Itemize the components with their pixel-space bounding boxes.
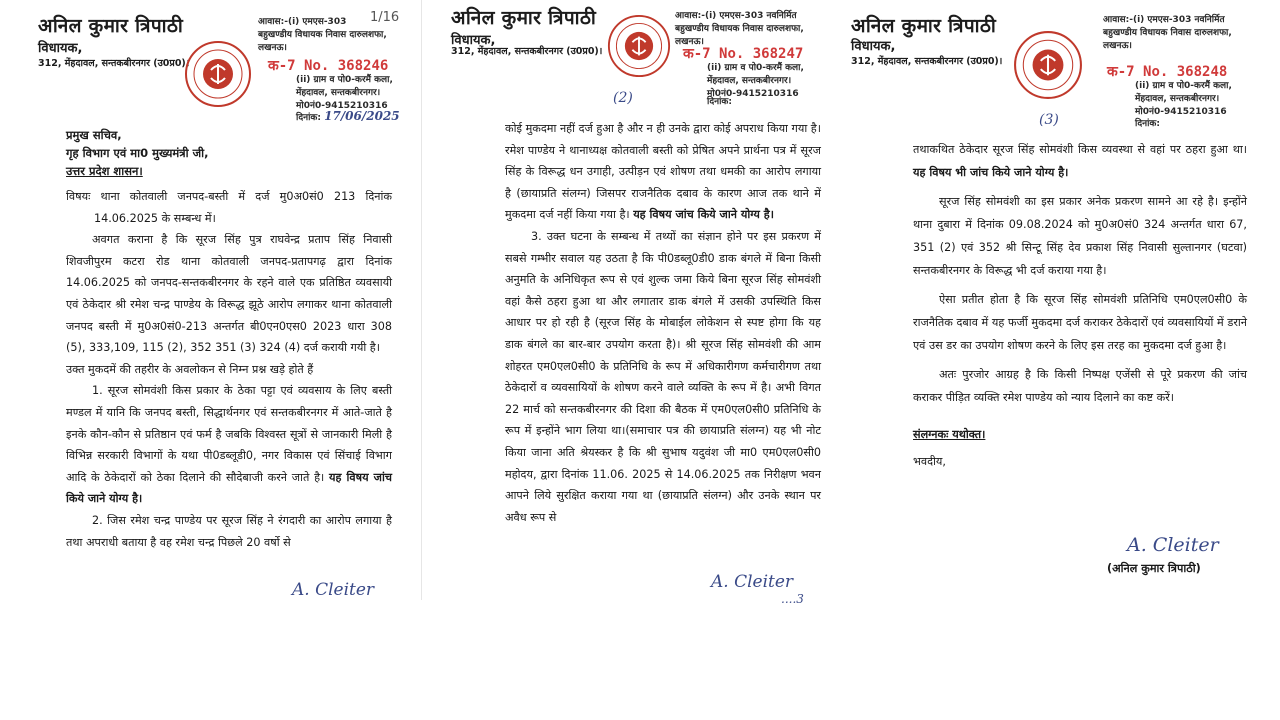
date-label: दिनांक: [707,97,732,107]
letterhead-name: अनिल कुमार त्रिपाठी [38,15,184,37]
signatory-name: (अनिल कुमार त्रिपाठी) [1107,562,1201,575]
serial-number: क-7 No. 368246 [268,58,389,74]
village-address: (ii) ग्राम व पो0-करमैं कला, मेंहदावल, सन्तकबीरनगर। मो0नं0-9415210316 [707,63,804,100]
addressee-line: गृह विभाग एवं मा0 मुख्यमंत्री जी, [66,146,209,160]
vidhan-sabha-seal-icon [607,14,671,78]
page-mark: (2) [613,90,633,106]
letter-page-3 [845,0,1280,720]
enclosure-line: संलग्नकः यथोक्त। [913,428,986,441]
letterhead-title: विधायक, [38,41,83,56]
addressee-line: प्रमुख सचिव, [66,128,122,142]
page1-body [66,126,392,553]
letterhead-name: अनिल कुमार त्रिपाठी [851,15,997,37]
paragraph: उक्त मुकदमें की तहरीर के अवलोकन से निम्न प्रश्न खड़े होते हैं [66,362,314,376]
letterhead-address: 312, मेंहदावल, सन्तकबीरनगर (उ0प्र0)। [38,58,190,69]
paragraph: ऐसा प्रतीत होता है कि सूरज सिंह सोमवंशी प्रतिनिधि एम0एल0सी0 के राजनैतिक दबाव में यह फर्जी मुकदमा दर्ज कराकर ठेकेदारों एवं व्यवसायियों में डराने एवं उस डर का उपयोग शोषण करने के लिए इस तरह का मुकदमा दर्ज हुआ है। [913,293,1247,352]
point-2: 2. जिस रमेश चन्द्र पाण्डेय पर सूरज सिंह ने रंगदारी का आरोप लगाया है तथा अपराधी बताया है वह रमेश चन्द्र पिछले 20 वर्षो से [66,513,392,549]
residence-address: आवास:-(i) एमएस-303 बहुखण्डीय विधायक निवास दारुलशफा, लखनऊ। [258,17,387,54]
page-counter: 1/16 [370,10,400,25]
paragraph: अवगत कराना है कि सूरज सिंह पुत्र राघवेन्द्र प्रताप सिंह निवासी शिवजीपुरम कटरा रोड थाना कोतवाली जनपद-प्रतापगढ़ द्वारा दिनांक 14.06.2025 को जनपद-सन्तकबीरनगर के रहने वाले एक प्रतिष्ठित व्यवसायी एवं ठेकेदार श्री रमेश चन्द्र पाण्डेय के विरूद्ध झूठे आरोप लगाकर थाना कोतवाली जनपद बस्ती में मु0अ0सं0-213 अन्तर्गत बी0एन0एस0 2023 धारा 308 (5), 333,109, 115 (2), 352 351 (3) 324 (4) दर्ज करायी गयी है। [66,233,392,355]
point-1: 1. सूरज सोमवंशी किस प्रकार के ठेका पट्टा एवं व्यवसाय के लिए बस्ती मण्डल में यानि कि जनपद बस्ती, सिद्धार्थनगर एवं सन्तकबीरनगर में आते-जाते है इनके कौन-कौन से प्रतिष्ठान एवं फर्म है जबकि विश्वस्त सूत्रों से जानकारी मिली है विभिन्न सरकारी विभागों के यथा पी0डब्लूडी0, नगर विकास एवं सिंचाई विभाग आदि के ठेकेदारों को ठेका दिलाने की सौदेबाजी करने जाते है। यह विषय जांच किये जाने योग्य है। [66,384,392,506]
letter-page-2 [425,0,850,720]
serial-number: क-7 No. 368248 [1107,64,1228,80]
letterhead-address: 312, मेंहदावल, सन्तकबीरनगर (उ0प्र0)। [451,46,603,57]
village-address: (ii) ग्राम व पो0-करमैं कला, मेंहदावल, सन्तकबीरनगर। मो0नं0-9415210316 [1135,81,1232,118]
letter-page-1 [0,0,420,720]
page3-body [913,138,1247,473]
page-mark: (3) [1039,112,1059,128]
village-address: (ii) ग्राम व पो0-करमैं कला, मेंहदावल, सन्तकबीरनगर। मो0नं0-9415210316 [296,75,393,112]
handwritten-date: 17/06/2025 [324,109,400,123]
residence-address: आवास:-(i) एमएस-303 नवनिर्मित बहुखण्डीय विधायक निवास दारुलशफा, लखनऊ। [675,11,804,48]
letterhead-title: विधायक, [451,33,496,48]
point-3: 3. उक्त घटना के सम्बन्ध में तथ्यों का संज्ञान होने पर इस प्रकरण में सबसे गम्भीर सवाल यह उठता है कि पी0डब्लू0डी0 डाक बंगले में बिना किसी अनुमति के अनिधिकृत रूप से एवं शुल्क जमा किये बिना सूरज सिंह सोमवंशी वहां कैसे ठहरा हुआ था और लगातार डाक बंगले में उसकी उपस्थिति किस आधार पर हो रही है (सूरज सिंह के मोबाईल लोकेशन से स्पष्ट होगा कि यह डाक बंगले का बार-बार उपयोग करता है)। श्री सूरज सिंह सोमवंशी की आम शोहरत एम0एल0सी0 के प्रतिनिधि के रूप में अधिकारीगण कर्मचारीगण तथा ठेकेदारों व व्यवसायियों के शोषण करने वाले व्यक्ति के रूप में है। अभी विगत 22 मार्च को सन्तकबीरनगर की दिशा की बैठक में एम0एल0सी0 प्रतिनिधि के रूप में इन्होंने भाग लिया था।(समाचार पत्र की छायाप्रति संलग्न) यह भी नोट किया जाना अति श्रेयस्कर है कि श्री सुभाष यदुवंश जी मा0 एम0एल0सी0 महोदय, द्वारा दिनांक 11.06. 2025 से 14.06.2025 तक निरीक्षण भवन आपने लिये सुरक्षित कराया गया था (छायाप्रति संलग्न) और उनके स्थान पर अवैध रूप से [505,229,821,524]
closing-line: भवदीय, [913,455,946,468]
subject-line: विषयः थाना कोतवाली जनपद-बस्ती में दर्ज मु0अ0सं0 213 दिनांक 14.06.2025 के सम्बन्ध में। [66,190,392,225]
page2-body [505,118,821,528]
signature: A. Cleiter [1127,534,1219,556]
residence-address: आवास:-(i) एमएस-303 नवनिर्मित बहुखण्डीय विधायक निवास दारुलशफा, लखनऊ। [1103,15,1232,52]
letterhead-address: 312, मेंहदावल, सन्तकबीरनगर (उ0प्र0)। [851,56,1003,67]
signature-initials: A. Cleiter [711,572,794,592]
vidhan-sabha-seal-icon [1013,30,1083,100]
date-row: दिनांक: 17/06/2025 [296,109,400,123]
continuation-mark: ....3 [781,592,804,606]
page-divider [421,0,422,600]
vidhan-sabha-seal-icon [184,40,252,108]
serial-number: क-7 No. 368247 [683,46,804,62]
signature-initials: A. Cleiter [292,580,375,600]
paragraph: अतः पुरजोर आग्रह है कि किसी निष्पक्ष एजेंसी से पूरे प्रकरण की जांच कराकर पीड़ित व्यक्ति रमेश पाण्डेय को न्याय दिलाने का कष्ट करें। [913,368,1247,404]
paragraph: कोई मुकदमा नहीं दर्ज हुआ है और न ही उनके द्वारा कोई अपराध किया गया है। रमेश पाण्डेय ने थानाध्यक्ष कोतवाली बस्ती को प्रेषित अपने प्रार्थना पत्र में सूरज सिंह के विरूद्ध धन उगाही, उत्पीड़न एवं शोषण तथा धमकी का आरोप लगाया है (छायाप्रति संलग्न) जिसपर राजनैतिक दबाव के कारण आज तक थाने में मुकदमा दर्ज नहीं किया गया है। यह विषय जांच किये जाने योग्य है। [505,122,821,222]
paragraph: सूरज सिंह सोमवंशी का इस प्रकार अनेक प्रकरण सामने आ रहे है। इन्होंने थाना दुबारा में दिनांक 09.08.2024 को मु0अ0सं0 324 अन्तर्गत धारा 67, 351 (2) एवं 352 श्री सिन्टू सिंह देव प्रकाश सिंह निवासी सुल्तानगर (घटवा) सन्तकबीरनगर के विरूद्ध भी दर्ज कराया गया है। [913,195,1247,277]
letterhead-name: अनिल कुमार त्रिपाठी [451,7,597,29]
paragraph: तथाकथित ठेकेदार सूरज सिंह सोमवंशी किस व्यवस्था से वहां पर ठहरा हुआ था। यह विषय भी जांच किये जाने योग्य है। [913,143,1247,179]
addressee-line: उत्तर प्रदेश शासन। [66,164,143,178]
letterhead-title: विधायक, [851,39,896,54]
date-label: दिनांक: [1135,119,1160,129]
